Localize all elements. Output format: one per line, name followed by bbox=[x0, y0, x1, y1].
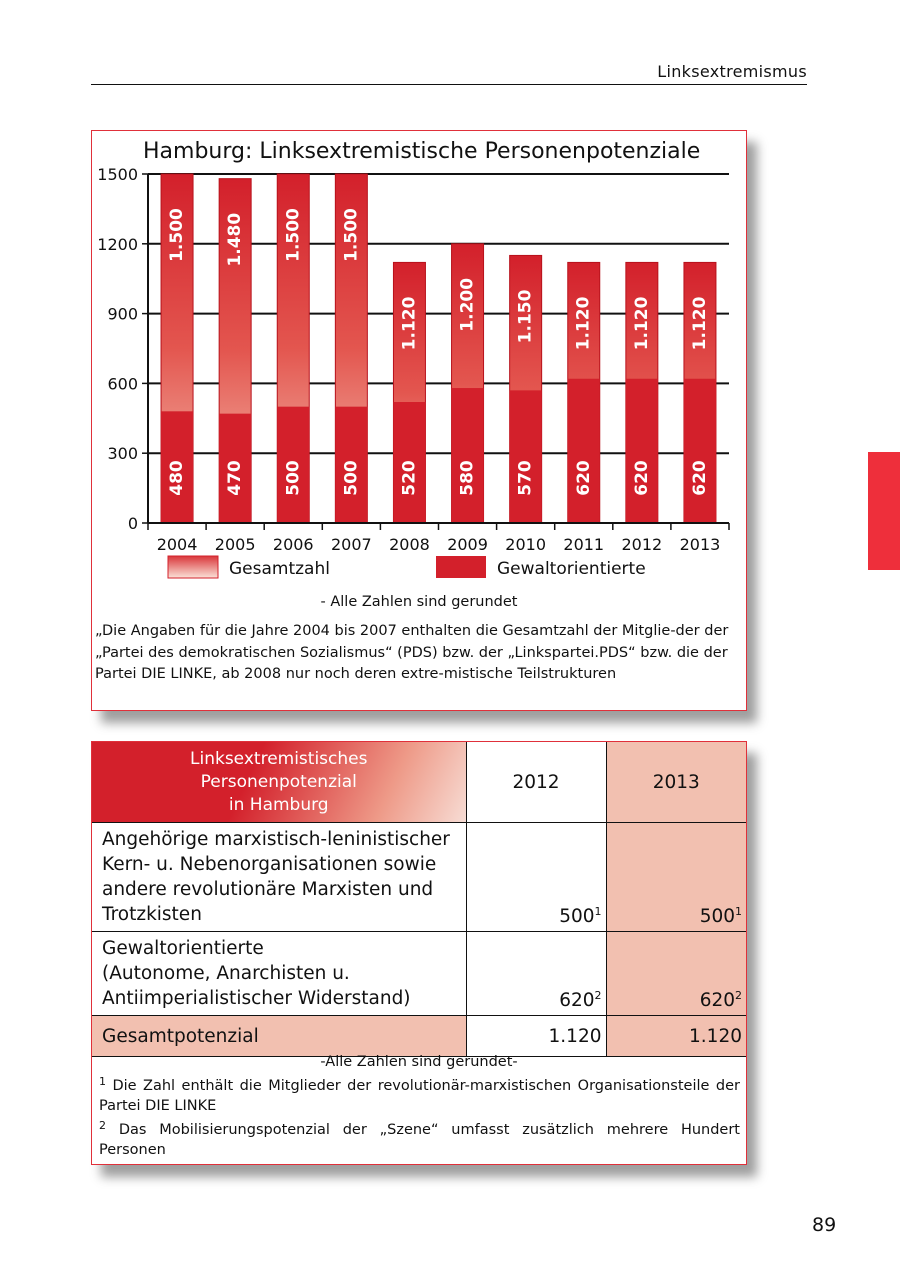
x-tick-label: 2008 bbox=[389, 535, 430, 554]
data-label-gewaltorientierte: 620 bbox=[689, 460, 710, 496]
x-tick-label: 2004 bbox=[156, 535, 198, 554]
bar-chart bbox=[92, 131, 746, 591]
footnote-1 bbox=[99, 1077, 740, 1116]
row-label-line: Gewaltorientierte bbox=[102, 938, 264, 959]
table-header-cell bbox=[92, 742, 466, 823]
data-label-gesamtzahl: 1.120 bbox=[399, 296, 420, 351]
total-label: Gesamtpotenzial bbox=[92, 1016, 466, 1057]
data-label-gesamtzahl: 1.500 bbox=[283, 208, 304, 262]
chart-title: Hamburg: Linksextremistische Personenpotenziale bbox=[143, 139, 701, 164]
legend-swatch-gewaltorientierte bbox=[436, 556, 486, 578]
chart-rounding-note: - Alle Zahlen sind gerundet bbox=[320, 594, 518, 610]
y-tick-label: 300 bbox=[107, 444, 138, 464]
footnote-mark: 1 bbox=[735, 905, 742, 918]
footnote-mark: 2 bbox=[99, 1119, 106, 1132]
section-tab-marker bbox=[868, 452, 900, 570]
row-label-line: Angehörige marxistisch-leninistischer bbox=[102, 829, 450, 850]
cell-value: 500 bbox=[699, 906, 735, 927]
data-label-gewaltorientierte: 620 bbox=[573, 460, 594, 496]
page-number: 89 bbox=[812, 1214, 837, 1236]
cell-2012 bbox=[466, 932, 606, 1016]
y-tick-label: 600 bbox=[107, 374, 138, 394]
personenpotenzial-table bbox=[92, 742, 746, 1057]
cell-2013 bbox=[606, 932, 746, 1016]
x-tick-label: 2006 bbox=[272, 535, 314, 554]
row-label-line: Kern- u. Nebenorganisationen sowie bbox=[102, 854, 437, 875]
bar-gewaltorientierte bbox=[452, 388, 484, 523]
data-label-gesamtzahl: 1.120 bbox=[573, 296, 594, 351]
bar-gewaltorientierte bbox=[568, 379, 600, 523]
legend-label-gewaltorientierte: Gewaltorientierte bbox=[497, 559, 646, 579]
header-line: in Hamburg bbox=[228, 794, 329, 815]
footnote-mark: 2 bbox=[735, 989, 742, 1002]
cell-value: 500 bbox=[559, 906, 595, 927]
running-header bbox=[91, 58, 807, 85]
table-row bbox=[92, 823, 746, 932]
footnote-mark: 2 bbox=[594, 989, 602, 1002]
data-label-gewaltorientierte: 470 bbox=[225, 460, 246, 496]
data-label-gewaltorientierte: 500 bbox=[341, 460, 362, 496]
row-label-line: andere revolutionäre Marxisten und bbox=[102, 879, 434, 900]
y-tick-label: 0 bbox=[127, 514, 138, 533]
header-line: Personenpotenzial bbox=[200, 771, 357, 792]
data-label-gewaltorientierte: 620 bbox=[631, 460, 652, 496]
table-box bbox=[91, 741, 747, 1165]
x-tick-label: 2005 bbox=[214, 535, 256, 554]
x-tick-label: 2011 bbox=[563, 535, 605, 554]
chart-box bbox=[91, 130, 747, 711]
data-label-gewaltorientierte: 580 bbox=[457, 460, 478, 496]
chart-caption: „Die Angaben für die Jahre 2004 bis 2007 enthalten die Gesamtzahl der Mitglie-der der „Partei des demokratischen Sozialismus“ (PDS) bzw. der „Linkspartei.PDS“ bzw. die der Partei DIE LINKE, ab 2008 nur noch deren extre-mistische Teilstrukturen bbox=[95, 623, 729, 682]
table-rounding-note: -Alle Zahlen sind gerundet- bbox=[320, 1054, 518, 1070]
table-header-row bbox=[92, 742, 746, 823]
data-label-gesamtzahl: 1.120 bbox=[631, 296, 652, 351]
bar-gewaltorientierte bbox=[626, 379, 658, 523]
section-title: Linksextremismus bbox=[657, 62, 807, 81]
footnote-text: Das Mobilisierungspotenzial der „Szene“ umfasst zusätzlich mehrere Hundert Personen bbox=[99, 1122, 740, 1158]
data-label-gesamtzahl: 1.200 bbox=[457, 277, 478, 332]
column-header-2013: 2013 bbox=[606, 742, 746, 823]
row-label-line: (Autonome, Anarchisten u. bbox=[102, 963, 350, 984]
data-label-gewaltorientierte: 570 bbox=[515, 460, 536, 496]
cell-value: 620 bbox=[699, 990, 735, 1011]
x-tick-label: 2009 bbox=[447, 535, 488, 554]
data-label-gewaltorientierte: 480 bbox=[167, 460, 188, 496]
x-tick-label: 2012 bbox=[621, 535, 663, 554]
y-tick-label: 1500 bbox=[97, 165, 138, 184]
data-label-gewaltorientierte: 520 bbox=[399, 460, 420, 496]
footnote-text: Die Zahl enthält die Mitglieder der revolutionär-marxistischen Organisationsteile der Partei DIE LINKE bbox=[99, 1078, 740, 1114]
row-label bbox=[92, 823, 466, 932]
y-tick-label: 900 bbox=[107, 304, 138, 324]
x-tick-label: 2013 bbox=[679, 535, 721, 554]
data-label-gesamtzahl: 1.500 bbox=[167, 208, 188, 262]
table-row bbox=[92, 932, 746, 1016]
data-label-gesamtzahl: 1.120 bbox=[689, 296, 710, 351]
bar-gewaltorientierte bbox=[510, 390, 542, 523]
footnote-2 bbox=[99, 1121, 740, 1160]
header-line: Linksextremistisches bbox=[190, 748, 368, 769]
legend-swatch-gesamtzahl bbox=[168, 556, 218, 578]
data-label-gesamtzahl: 1.480 bbox=[225, 212, 246, 267]
legend-label-gesamtzahl: Gesamtzahl bbox=[229, 559, 330, 579]
row-label-line: Antiimperialistischer Widerstand) bbox=[102, 988, 411, 1009]
x-tick-label: 2010 bbox=[505, 535, 547, 554]
data-label-gewaltorientierte: 500 bbox=[283, 460, 304, 496]
data-label-gesamtzahl: 1.150 bbox=[515, 289, 536, 344]
y-tick-label: 1200 bbox=[97, 234, 138, 254]
bar-gewaltorientierte bbox=[684, 379, 716, 523]
column-header-2012: 2012 bbox=[466, 742, 606, 823]
cell-2013 bbox=[606, 823, 746, 932]
footnote-mark: 1 bbox=[99, 1075, 106, 1088]
cell-2012 bbox=[466, 823, 606, 932]
row-label bbox=[92, 932, 466, 1016]
data-label-gesamtzahl: 1.500 bbox=[341, 208, 362, 262]
row-label-line: Trotzkisten bbox=[102, 904, 202, 925]
table-total-row bbox=[92, 1016, 746, 1057]
footnote-mark: 1 bbox=[594, 905, 602, 918]
total-2013: 1.120 bbox=[606, 1016, 746, 1057]
total-2012: 1.120 bbox=[466, 1016, 606, 1057]
x-tick-label: 2007 bbox=[330, 535, 372, 554]
cell-value: 620 bbox=[559, 990, 595, 1011]
